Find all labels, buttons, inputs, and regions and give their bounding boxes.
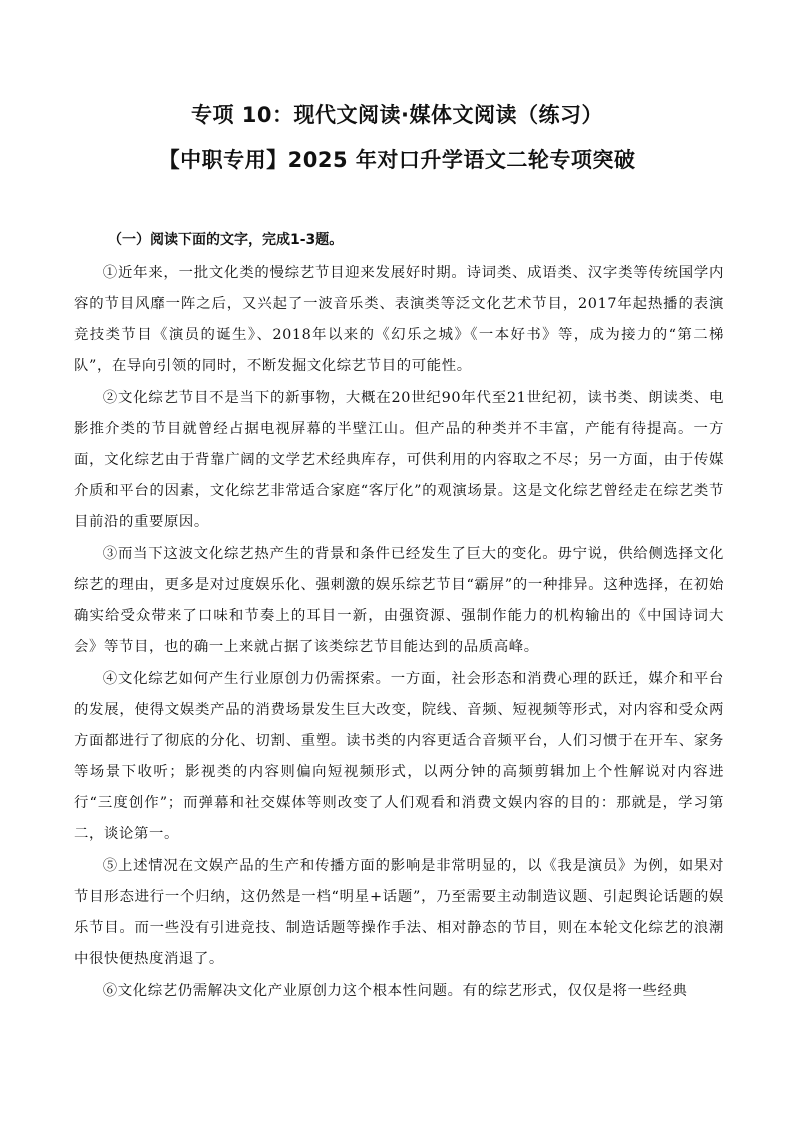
section-heading: （一）阅读下面的文字，完成1-3题。 xyxy=(108,232,344,248)
paragraph-2: ②文化综艺节目不是当下的新事物，大概在20世纪90年代至21世纪初，读书类、朗读类、电影推介类的节目就曾经占据电视屏幕的半壁江山。但产品的种类并不丰富，产能有待提高。一方面，文化综艺由于背靠广阔的文学艺术经典库存，可供利用的内容取之不尽；另一方面，由于传媒介质和平台的因素，文化综艺非常适合家庭“客厅化”的观演场景。这是文化综艺曾经走在综艺类节目前沿的重要原因。 xyxy=(74,390,724,530)
paragraph-4: ④文化综艺如何产生行业原创力仍需探索。一方面，社会形态和消费心理的跃迁，媒介和平台的发展，使得文娱类产品的消费场景发生巨大改变，院线、音频、短视频等形式，对内容和受众两方面都进行了彻底的分化、切割、重塑。读书类的内容更适合音频平台，人们习惯于在开车、家务等场景下收听；影视类的内容则偏向短视频形式，以两分钟的高频剪辑加上个性解说对内容进行“三度创作”；而弹幕和社交媒体等则改变了人们观看和消费文娱内容的目的：那就是，学习第二，谈论第一。 xyxy=(74,671,724,842)
document-title-line2: 【中职专用】2025 年对口升学语文二轮专项突破 xyxy=(158,148,636,172)
paragraph-6: ⑥文化综艺仍需解决文化产业原创力这个根本性问题。有的综艺形式，仅仅是将一些经典 xyxy=(102,983,688,999)
document-title-line1: 专项 10：现代文阅读·媒体文阅读（练习） xyxy=(190,103,603,127)
paragraph-1: ①近年来，一批文化类的慢综艺节目迎来发展好时期。诗词类、成语类、汉字类等传统国学内容的节目风靡一阵之后，又兴起了一波音乐类、表演类等泛文化艺术节目，2017年起热播的表演竞技类节目《演员的诞生》、2018年以来的《幻乐之城》《一本好书》等，成为接力的“第二梯队”，在导向引领的同时，不断发掘文化综艺节目的可能性。 xyxy=(74,265,724,374)
paragraph-3: ③而当下这波文化综艺热产生的背景和条件已经发生了巨大的变化。毋宁说，供给侧选择文化综艺的理由，更多是对过度娱乐化、强刺激的娱乐综艺节目“霸屏”的一种排异。这种选择，在初始确实给受众带来了口味和节奏上的耳目一新，由强资源、强制作能力的机构输出的《中国诗词大会》等节目，也的确一上来就占据了该类综艺节目能达到的品质高峰。 xyxy=(74,546,724,655)
document-body xyxy=(74,258,724,1007)
paragraph-5: ⑤上述情况在文娱产品的生产和传播方面的影响是非常明显的，以《我是演员》为例，如果对节目形态进行一个归纳，这仍然是一档“明星+话题”，乃至需要主动制造议题、引起舆论话题的娱乐节目。而一些没有引进竞技、制造话题等操作手法、相对静态的节目，则在本轮文化综艺的浪潮中很快便热度消退了。 xyxy=(74,858,724,967)
